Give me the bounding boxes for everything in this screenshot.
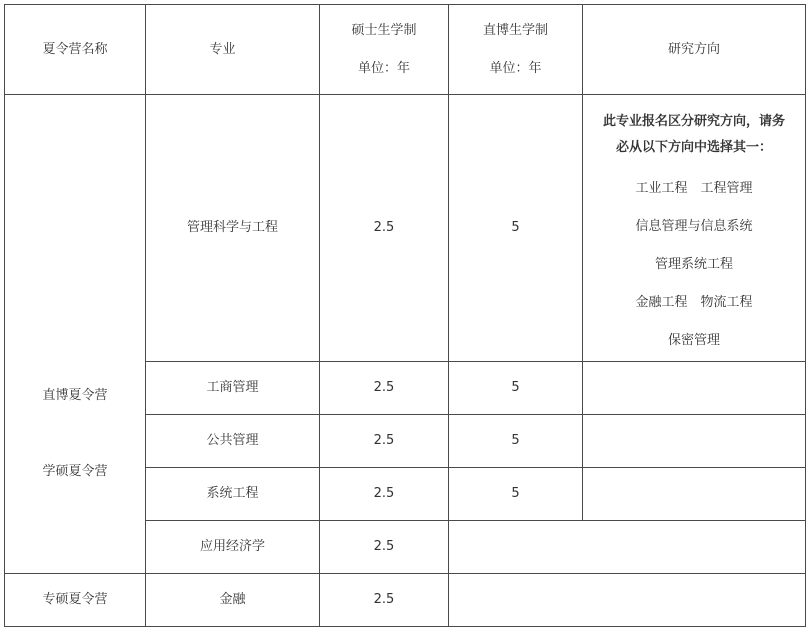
- header-direct-phd-duration: [449, 5, 583, 95]
- master-duration-cell: 2.5: [320, 362, 449, 415]
- phd-duration-cell: 5: [449, 362, 583, 415]
- academic-master-camp-name: 学硕夏令营: [42, 464, 108, 479]
- research-direction-empty: [583, 362, 806, 415]
- direction-notice-line: 必从以下方向中选择其一：: [615, 140, 772, 155]
- research-direction-empty: [583, 468, 806, 521]
- phd-duration-cell: 5: [449, 415, 583, 468]
- major-cell: 工商管理: [146, 362, 320, 415]
- direction-item: 信息管理与信息系统: [635, 219, 753, 234]
- major-cell: 系统工程: [146, 468, 320, 521]
- header-master-unit: 单位：年: [357, 60, 410, 76]
- direction-item: 金融工程 物流工程: [635, 295, 753, 310]
- master-duration-cell: 2.5: [320, 521, 449, 574]
- table-row: [5, 95, 806, 362]
- table-row: [5, 574, 806, 627]
- header-major: [146, 5, 320, 95]
- master-duration-cell: 2.5: [320, 95, 449, 362]
- header-research-direction: 研究方向: [583, 5, 806, 95]
- header-master-duration-label: 硕士生学制: [351, 22, 417, 38]
- merged-empty-cell: [449, 521, 806, 574]
- header-row: [5, 5, 806, 95]
- header-major-label: 专业: [209, 41, 236, 57]
- direction-notice-line: 此专业报名区分研究方向，请务: [602, 114, 785, 129]
- phd-duration-cell: 5: [449, 95, 583, 362]
- master-duration-cell: 2.5: [320, 574, 449, 627]
- professional-camp-name: 专硕夏令营: [5, 574, 146, 627]
- direction-item: 保密管理: [667, 333, 720, 348]
- merged-empty-cell: [449, 574, 806, 627]
- direction-notice: [583, 109, 805, 161]
- header-camp-name: 夏令营名称: [5, 5, 146, 95]
- major-cell: 公共管理: [146, 415, 320, 468]
- header-direct-phd-unit: 单位：年: [489, 60, 542, 76]
- academic-camp-names: [5, 95, 146, 574]
- header-direct-phd-duration-label: 直博生学制: [482, 22, 548, 38]
- header-master-duration: [320, 5, 449, 95]
- major-cell: 金融: [146, 574, 320, 627]
- phd-duration-cell: 5: [449, 468, 583, 521]
- master-duration-cell: 2.5: [320, 468, 449, 521]
- research-directions-cell: [583, 95, 806, 362]
- camp-info-table: [4, 4, 806, 627]
- master-duration-cell: 2.5: [320, 415, 449, 468]
- direct-phd-camp-name: 直博夏令营: [42, 388, 108, 404]
- direction-item: 工业工程 工程管理: [635, 181, 753, 196]
- direction-item: 管理系统工程: [654, 257, 733, 272]
- major-cell: 应用经济学: [146, 521, 320, 574]
- major-cell: 管理科学与工程: [146, 95, 320, 362]
- research-direction-empty: [583, 415, 806, 468]
